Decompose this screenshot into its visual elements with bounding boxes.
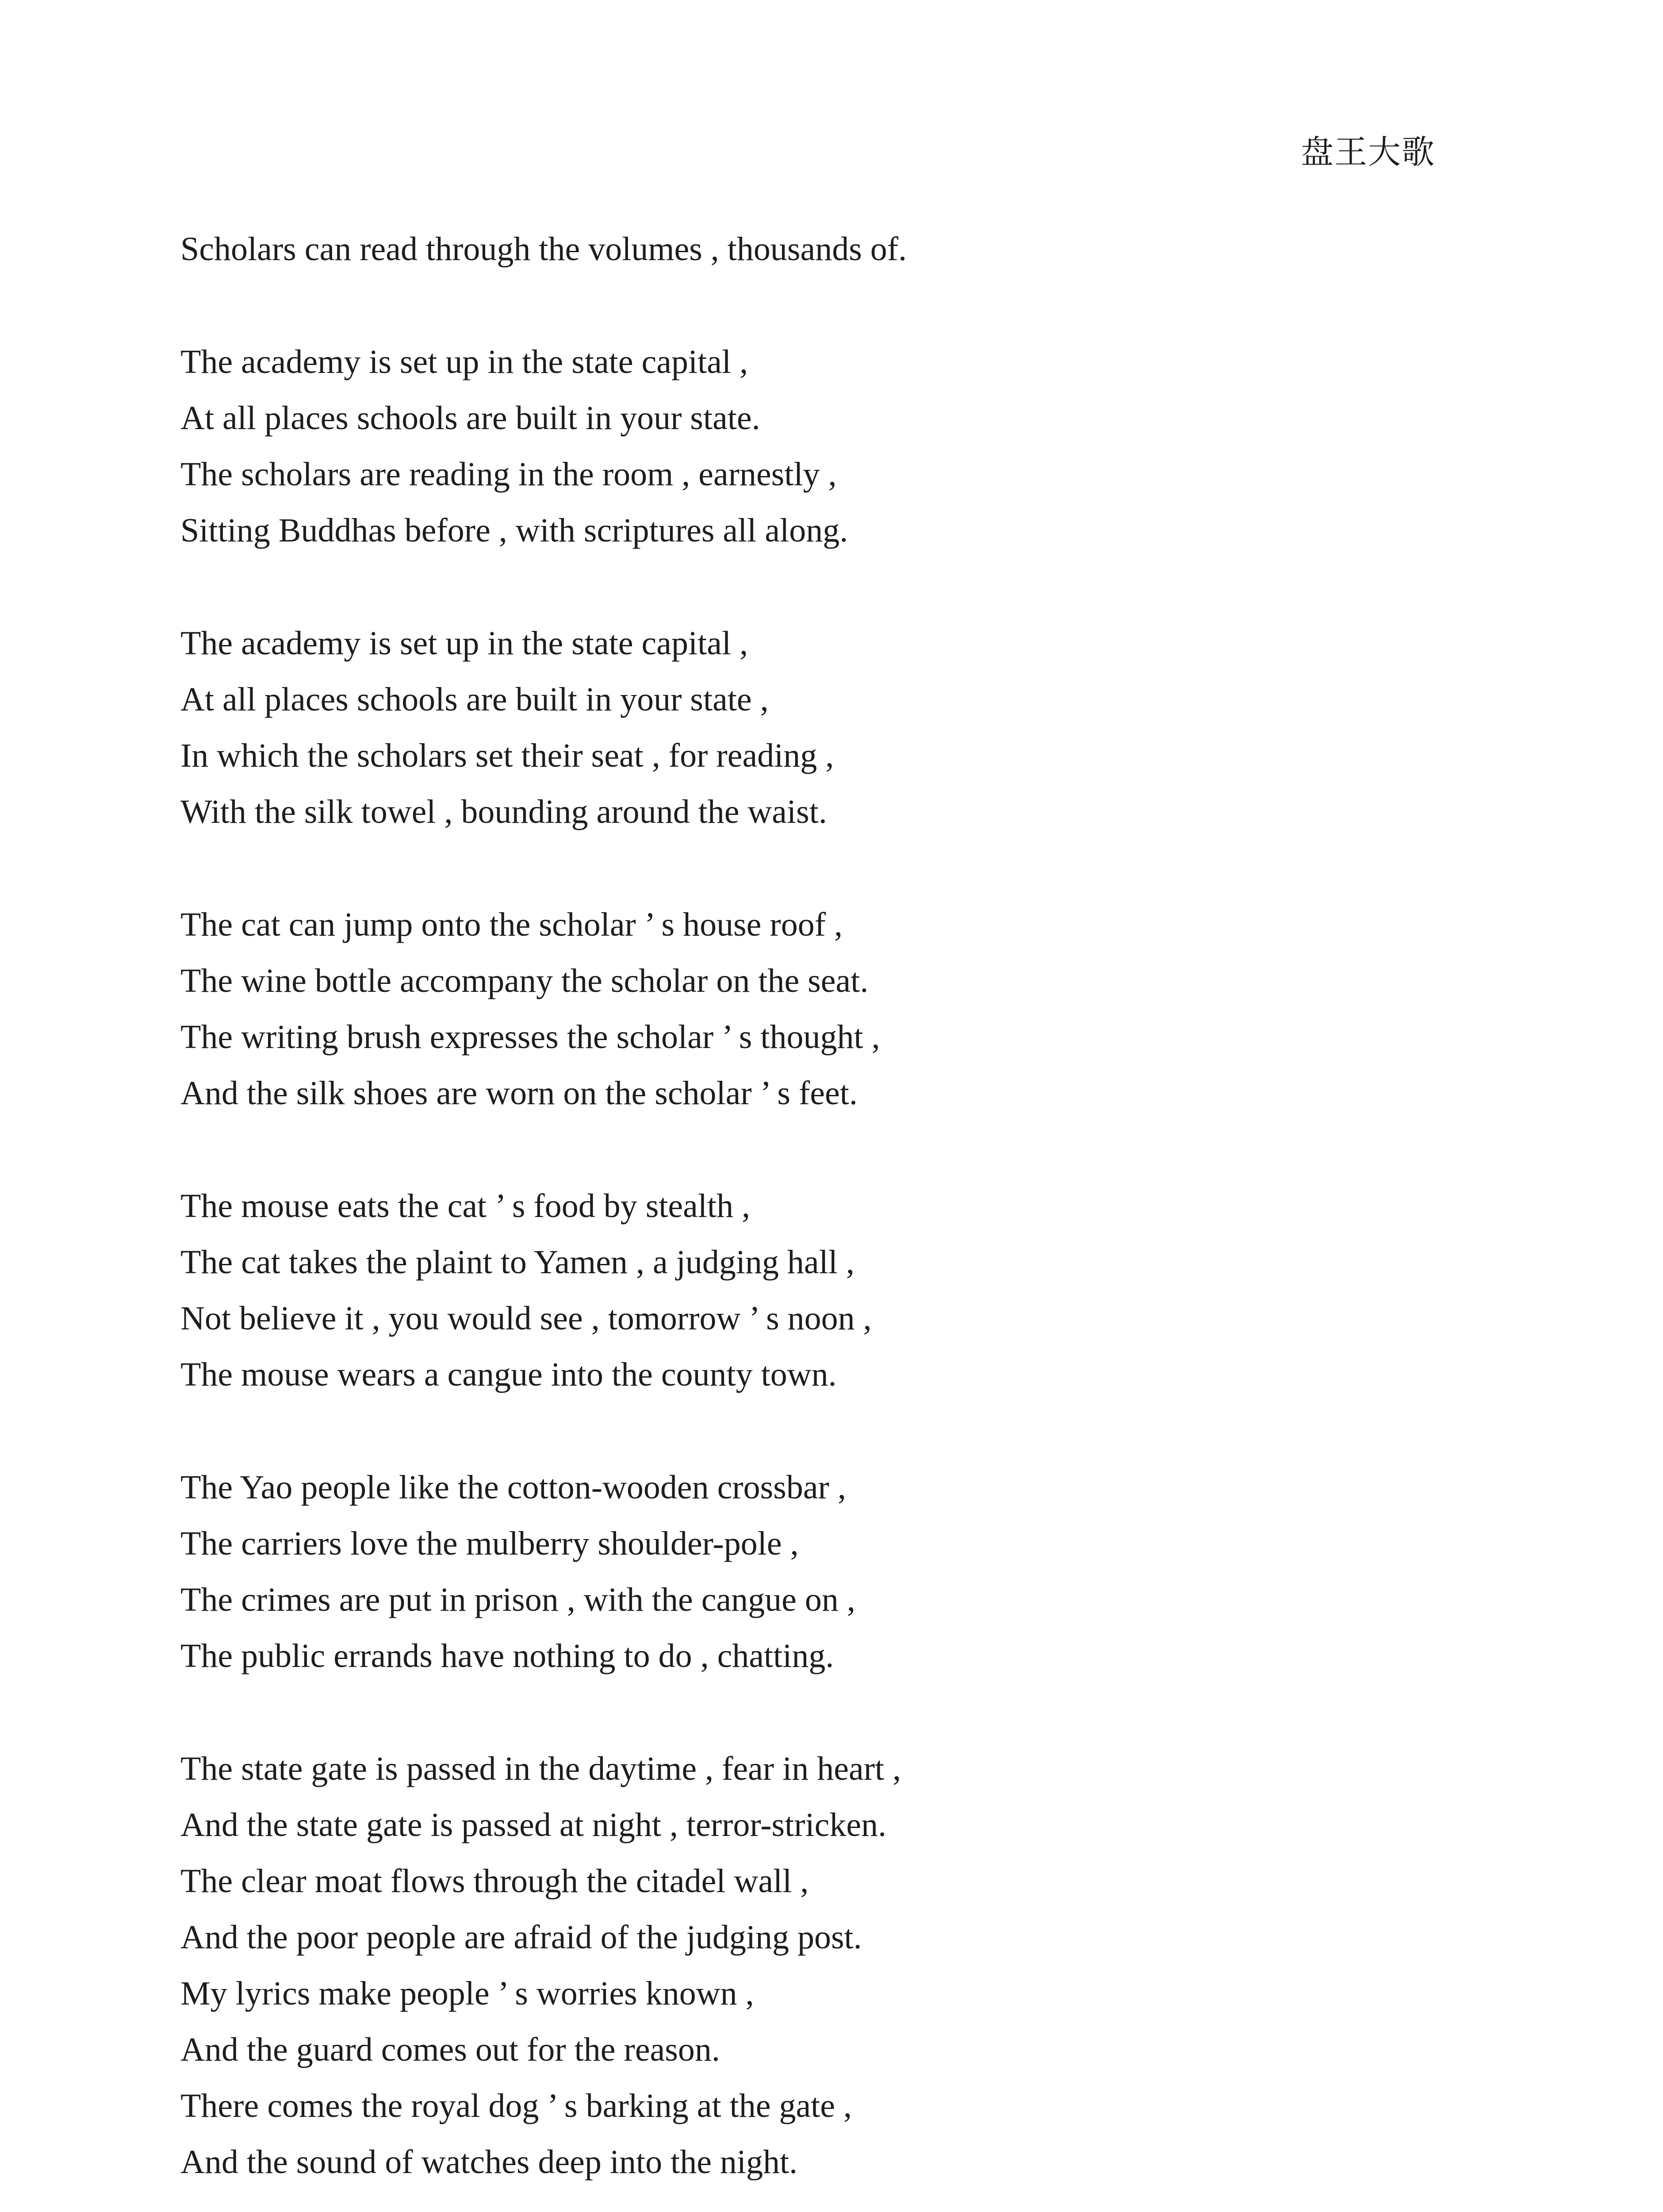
poem-line: The public errands have nothing to do , chatting. [180, 1637, 834, 1674]
poem-line: Sitting Buddhas before , with scriptures all along. [180, 512, 848, 549]
poem-line: And the poor people are afraid of the judging post. [180, 1919, 862, 1956]
poem-line: The mouse eats the cat ’ s food by stealth , [180, 1187, 751, 1225]
stanza [180, 1178, 1463, 1403]
stanza [180, 615, 1463, 840]
poem-line: At all places schools are built in your state. [180, 399, 760, 437]
poem-line: The carriers love the mulberry shoulder-pole , [180, 1525, 799, 1562]
poem-line: Not believe it , you would see , tomorrow ’ s noon , [180, 1300, 872, 1337]
poem-line: In which the scholars set their seat , for reading , [180, 737, 834, 774]
stanza [180, 334, 1463, 559]
stanza [180, 1459, 1463, 1684]
poem-line: At all places schools are built in your state , [180, 681, 769, 718]
poem-body [180, 221, 1463, 2212]
poem-line: The academy is set up in the state capital , [180, 625, 748, 662]
poem-line: The crimes are put in prison , with the cangue on , [180, 1581, 855, 1618]
poem-line: The academy is set up in the state capital , [180, 343, 748, 380]
poem-line: And the silk shoes are worn on the scholar ’ s feet. [180, 1075, 858, 1112]
running-head: 盘王大歌 [1301, 133, 1435, 171]
poem-line: There comes the royal dog ’ s barking at the gate , [180, 2087, 852, 2124]
stanza [180, 1741, 1463, 2190]
stanza [180, 897, 1463, 1121]
poem-line: The mouse wears a cangue into the county town. [180, 1356, 837, 1393]
stanza [180, 221, 1463, 277]
poem-line: The Yao people like the cotton-wooden crossbar , [180, 1469, 846, 1506]
poem-line: Scholars can read through the volumes , thousands of. [180, 230, 907, 268]
poem-line: The writing brush expresses the scholar ’ s thought , [180, 1018, 880, 1056]
poem-line: The cat takes the plaint to Yamen , a judging hall , [180, 1244, 854, 1281]
poem-line: The wine bottle accompany the scholar on the seat. [180, 962, 869, 999]
poem-line: With the silk towel , bounding around the waist. [180, 793, 827, 830]
poem-line: The scholars are reading in the room , earnestly , [180, 456, 837, 493]
poem-line: And the sound of watches deep into the night. [180, 2143, 798, 2181]
poem-line: My lyrics make people ’ s worries known , [180, 1975, 754, 2012]
poem-line: And the state gate is passed at night , terror-stricken. [180, 1806, 887, 1843]
poem-line: And the guard comes out for the reason. [180, 2031, 720, 2068]
poem-line: The state gate is passed in the daytime , fear in heart , [180, 1750, 901, 1787]
poem-line: The cat can jump onto the scholar ’ s house roof , [180, 906, 843, 943]
poem-line: The clear moat flows through the citadel wall , [180, 1863, 809, 1900]
